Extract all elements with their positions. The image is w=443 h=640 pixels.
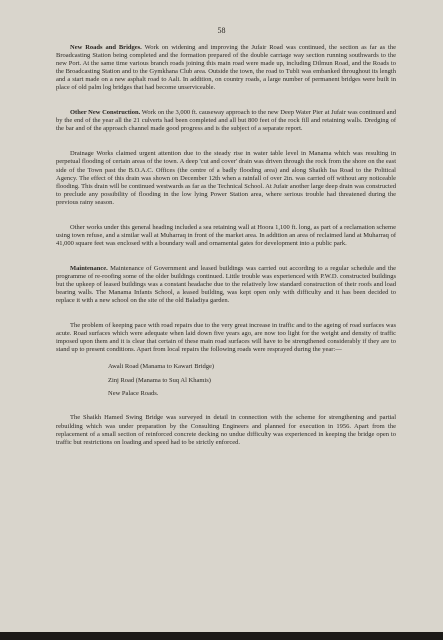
resprayed-roads-list: [108, 363, 396, 398]
paragraph-maintenance: [56, 265, 396, 305]
paragraph-heading: New Roads and Bridges.: [70, 44, 142, 51]
page-number: 58: [217, 26, 226, 35]
paragraph-text: Work on widening and improving the Jufair Road was continued, the section as far as the Broadcasting Station being completed and the formation prepared of the double carriage way section running southwards to the new Port. At the same time various branch roads joining this main road were made up, including Dilmun Road, and the Roads to the Broadcasting Station and to the Gymkhana Club area. Outside the town, the road to Tubli was embanked throughout its length and a start made on a new asphalt road to Aali. In addition, on country roads, a large number of permanent bridges were built in place of old palm log bridges that had become unserviceable.: [56, 44, 396, 92]
paragraph-text: Other works under this general heading included a sea retaining wall at Hoora 1,100 ft. long, as part of a reclamation scheme using town refuse, and a similar wall at Muharraq in front of the market area. In addition an area of reclaimed land at Muharraq of 41,000 square feet was enclosed with a boundary wall and ornamental gates for development into a public park.: [56, 223, 396, 247]
paragraph-text: Maintenance of Government and leased buildings was carried out according to a regular schedule and the programme of re-roofing some of the older buildings continued. Little trouble was experienced with P.W.D. constructed buildings but the upkeep of leased buildings was a constant headache due to the relatively low standard construction of their roofs and load bearing walls. The Manama Infants School, a leased building, was kept open only with difficulty and it has been decided to replace it with a new school on the site of the old Baladiya garden.: [56, 264, 396, 305]
paragraph-text: Drainage Works claimed urgent attention due to the steady rise in water table level in Manama which was resulting in perpetual flooding of certain areas of the town. A deep 'cut and cover' drain was driven through the rock from the shore on the east side of the Town past the B.O.A.C. Offices (the centre of a badly flooding area) and along Shaikh Isa Road to the Political Agency. The effect of this drain was shown on December 12th when a rainfall of over 2in. was carried off without any noticeable flooding. This drain will be continued westwards as far as the Technical School. At Jufair another large deep drain was constructed to preclude any possibility of flooding in the low lying Power Station area, where serious trouble had threatened during the previous rainy season.: [56, 150, 396, 206]
list-item: Zinj Road (Manama to Suq Al Khamis): [108, 376, 211, 384]
paragraph-swing-bridge: [56, 414, 396, 446]
list-item: New Palace Roads.: [108, 390, 159, 398]
paragraph-heading: Maintenance.: [70, 264, 108, 272]
paragraph-new-roads-and-bridges: [56, 44, 396, 92]
paragraph-text: The Shaikh Hamed Swing Bridge was surveyed in detail in connection with the scheme for strengthening and partial rebuilding which was under preparation by the Consulting Engineers and planned for execution in 1956. Apart from the replacement of a small section of reinforced concrete decking no undue difficulty was experienced in keeping the bridge open to traffic but restrictions on loading and speed had to be strictly enforced.: [56, 414, 396, 446]
paragraph-drainage-works: [56, 150, 396, 206]
paragraph-other-works: [56, 224, 396, 248]
paragraph-heading: Other New Construction.: [70, 109, 141, 117]
paragraph-other-new-construction: [56, 109, 396, 133]
paragraph-text: Work on the 3,000 ft. causeway approach to the new Deep Water Pier at Jufair was continued and by the end of the year all the 21 culverts had been completed and all but 800 feet of the rock fill and retaining walls. Dredging of the bar and of the approach channel made good progress and is the subject of a separate report.: [56, 109, 396, 133]
paragraph-text: The problem of keeping pace with road repairs due to the very great increase in traffic and to the ageing of road surfaces was acute. Road surfaces which were adequate when laid down five years ago, are now too light for the weight and density of traffic imposed upon them and it is clear that certain of these main road surfaces will have to be strengthened considerably if they are to stand up to present conditions. Apart from local repairs the following roads were resprayed during the year:—: [56, 322, 396, 354]
paragraph-road-repairs: [56, 322, 396, 354]
scan-edge-shadow: [0, 632, 443, 640]
list-item: Awali Road (Manama to Kawari Bridge): [108, 363, 215, 371]
page-body: [56, 44, 396, 464]
